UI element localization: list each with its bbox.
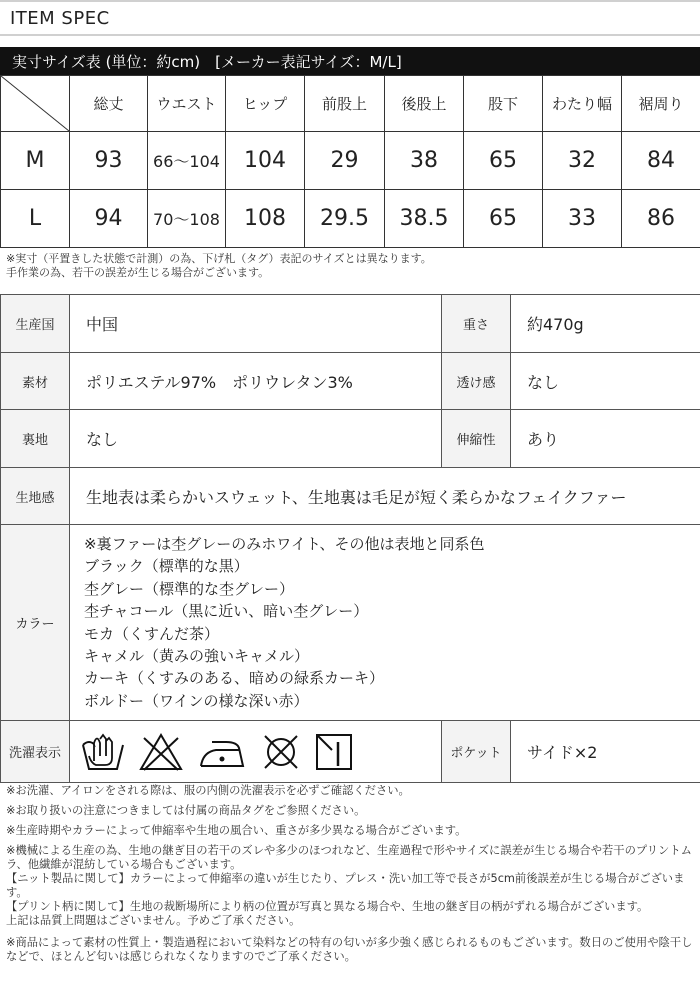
table-cell: 38 (385, 132, 464, 190)
col-header: 前股上 (305, 76, 385, 132)
table-cell: 29.5 (305, 190, 385, 248)
note-line: ※お洗濯、アイロンをされる際は、服の内側の洗濯表示を必ずご確認ください。 (6, 784, 410, 797)
sheer-value: なし (511, 353, 700, 410)
line-dry-icon (314, 732, 354, 772)
stretch-value: あり (511, 410, 700, 468)
pocket-label: ポケット (442, 721, 511, 783)
table-cell: 32 (543, 132, 622, 190)
hand-wash-icon (80, 731, 126, 773)
table-cell: 104 (226, 132, 305, 190)
table-row (1, 190, 700, 248)
size-note-line: ※実寸（平置きした状態で計測）の為、下げ札（タグ）表記のサイズとは異なります。 (6, 252, 432, 265)
col-header: ウエスト (148, 76, 226, 132)
col-header: 裾周り (622, 76, 700, 132)
table-cell: 70〜108 (148, 190, 226, 248)
table-cell: 86 (622, 190, 700, 248)
table-cell: 33 (543, 190, 622, 248)
stretch-label: 伸縮性 (442, 410, 511, 468)
color-note: ※裏ファーは杢グレーのみホワイト、その他は表地と同系色 (84, 535, 485, 553)
spec-table (0, 294, 700, 783)
spec-row (1, 525, 700, 721)
col-header: 後股上 (385, 76, 464, 132)
size-note-line: 手作業の為、若干の誤差が生じる場合がございます。 (6, 266, 270, 279)
table-cell: 65 (464, 190, 543, 248)
note-line: ※生産時期やカラーによって伸縮率や生地の風合い、重さが多少異なる場合がございます。 (6, 824, 467, 837)
note-line: ※機械による生産の為、生地の継ぎ目の若干のズレや多少のほつれなど、生産過程で形やサイズに誤差が生じる場合や若干のプリントムラ、他繊維が混紡している場合もございます。 (6, 844, 692, 871)
col-header: 総丈 (70, 76, 148, 132)
no-bleach-icon (138, 732, 184, 772)
note-line: ※お取り扱いの注意につきましては付属の商品タグをご参照ください。 (6, 804, 366, 817)
color-item: ボルドー（ワインの様な深い赤） (84, 691, 309, 710)
texture-value: 生地表は柔らかいスウェット、生地裏は毛足が短く柔らかなフェイクファー (70, 468, 700, 525)
spec-row (1, 410, 700, 468)
material-label: 素材 (1, 353, 70, 410)
size-note (6, 252, 432, 280)
table-cell: 84 (622, 132, 700, 190)
texture-label: 生地感 (1, 468, 70, 525)
notes-section (6, 784, 696, 970)
note-line: 【ニット製品に関して】カラーによって伸縮率の違いが生じたり、プレス・洗い加工等で長さが5cm前後誤差が生じる場合がございます。 (6, 872, 685, 899)
color-label: カラー (1, 525, 70, 721)
color-item: 杢グレー（標準的な杢グレー） (84, 579, 295, 598)
section-header (0, 0, 700, 36)
table-cell: 66〜104 (148, 132, 226, 190)
color-item: モカ（くすんだ茶） (84, 624, 220, 643)
lining-label: 裏地 (1, 410, 70, 468)
origin-value: 中国 (70, 295, 442, 353)
weight-value: 約470g (511, 295, 700, 353)
note-line: 【プリント柄に関して】生地の裁断場所により柄の位置が写真と異なる場合や、生地の継ぎ目の柄がずれる場合がございます。 (6, 900, 649, 913)
table-cell: 65 (464, 132, 543, 190)
note-line: 上記は品質上問題はございません。予めご了承ください。 (6, 914, 301, 927)
page-title: ITEM SPEC (10, 8, 110, 29)
table-cell: 93 (70, 132, 148, 190)
sheer-label: 透け感 (442, 353, 511, 410)
spec-row (1, 468, 700, 525)
spec-row (1, 295, 700, 353)
size-table (0, 75, 700, 248)
size-table-caption: 実寸サイズ表 (単位：約cm) [メーカー表記サイズ：M/L] (0, 47, 700, 75)
color-item: 杢チャコール（黒に近い、暗い杢グレー） (84, 602, 369, 621)
spec-row (1, 721, 700, 783)
spec-row (1, 353, 700, 410)
size-label: M (1, 132, 70, 190)
col-header: 股下 (464, 76, 543, 132)
col-header: ヒップ (226, 76, 305, 132)
iron-low-icon (196, 732, 248, 772)
color-item: ブラック（標準的な黒） (84, 557, 249, 576)
color-item: カーキ（くすみのある、暗めの緑系カーキ） (84, 669, 385, 688)
lining-value: なし (70, 410, 442, 468)
col-header: わたり幅 (543, 76, 622, 132)
note-block (6, 844, 696, 928)
size-label: L (1, 190, 70, 248)
weight-label: 重さ (442, 295, 511, 353)
table-cell: 38.5 (385, 190, 464, 248)
wash-icons (70, 721, 442, 783)
size-table-header (1, 76, 700, 132)
table-cell: 94 (70, 190, 148, 248)
table-cell: 29 (305, 132, 385, 190)
no-tumble-dry-icon (260, 732, 302, 772)
origin-label: 生産国 (1, 295, 70, 353)
note-line: ※商品によって素材の性質上・製造過程において染料などの特有の匂いが多少強く感じられるものもございます。数日のご使用や陰干しなどで、ほとんど匂いは感じられなくなりますのでご了承ください。 (6, 936, 693, 963)
wash-label: 洗濯表示 (1, 721, 70, 783)
table-row (1, 132, 700, 190)
pocket-value: サイド×2 (511, 721, 700, 783)
material-value: ポリエステル97% ポリウレタン3% (70, 353, 442, 410)
color-list (70, 525, 700, 721)
corner-diagonal (1, 76, 70, 132)
color-item: キャメル（黄みの強いキャメル） (84, 647, 310, 666)
table-cell: 108 (226, 190, 305, 248)
